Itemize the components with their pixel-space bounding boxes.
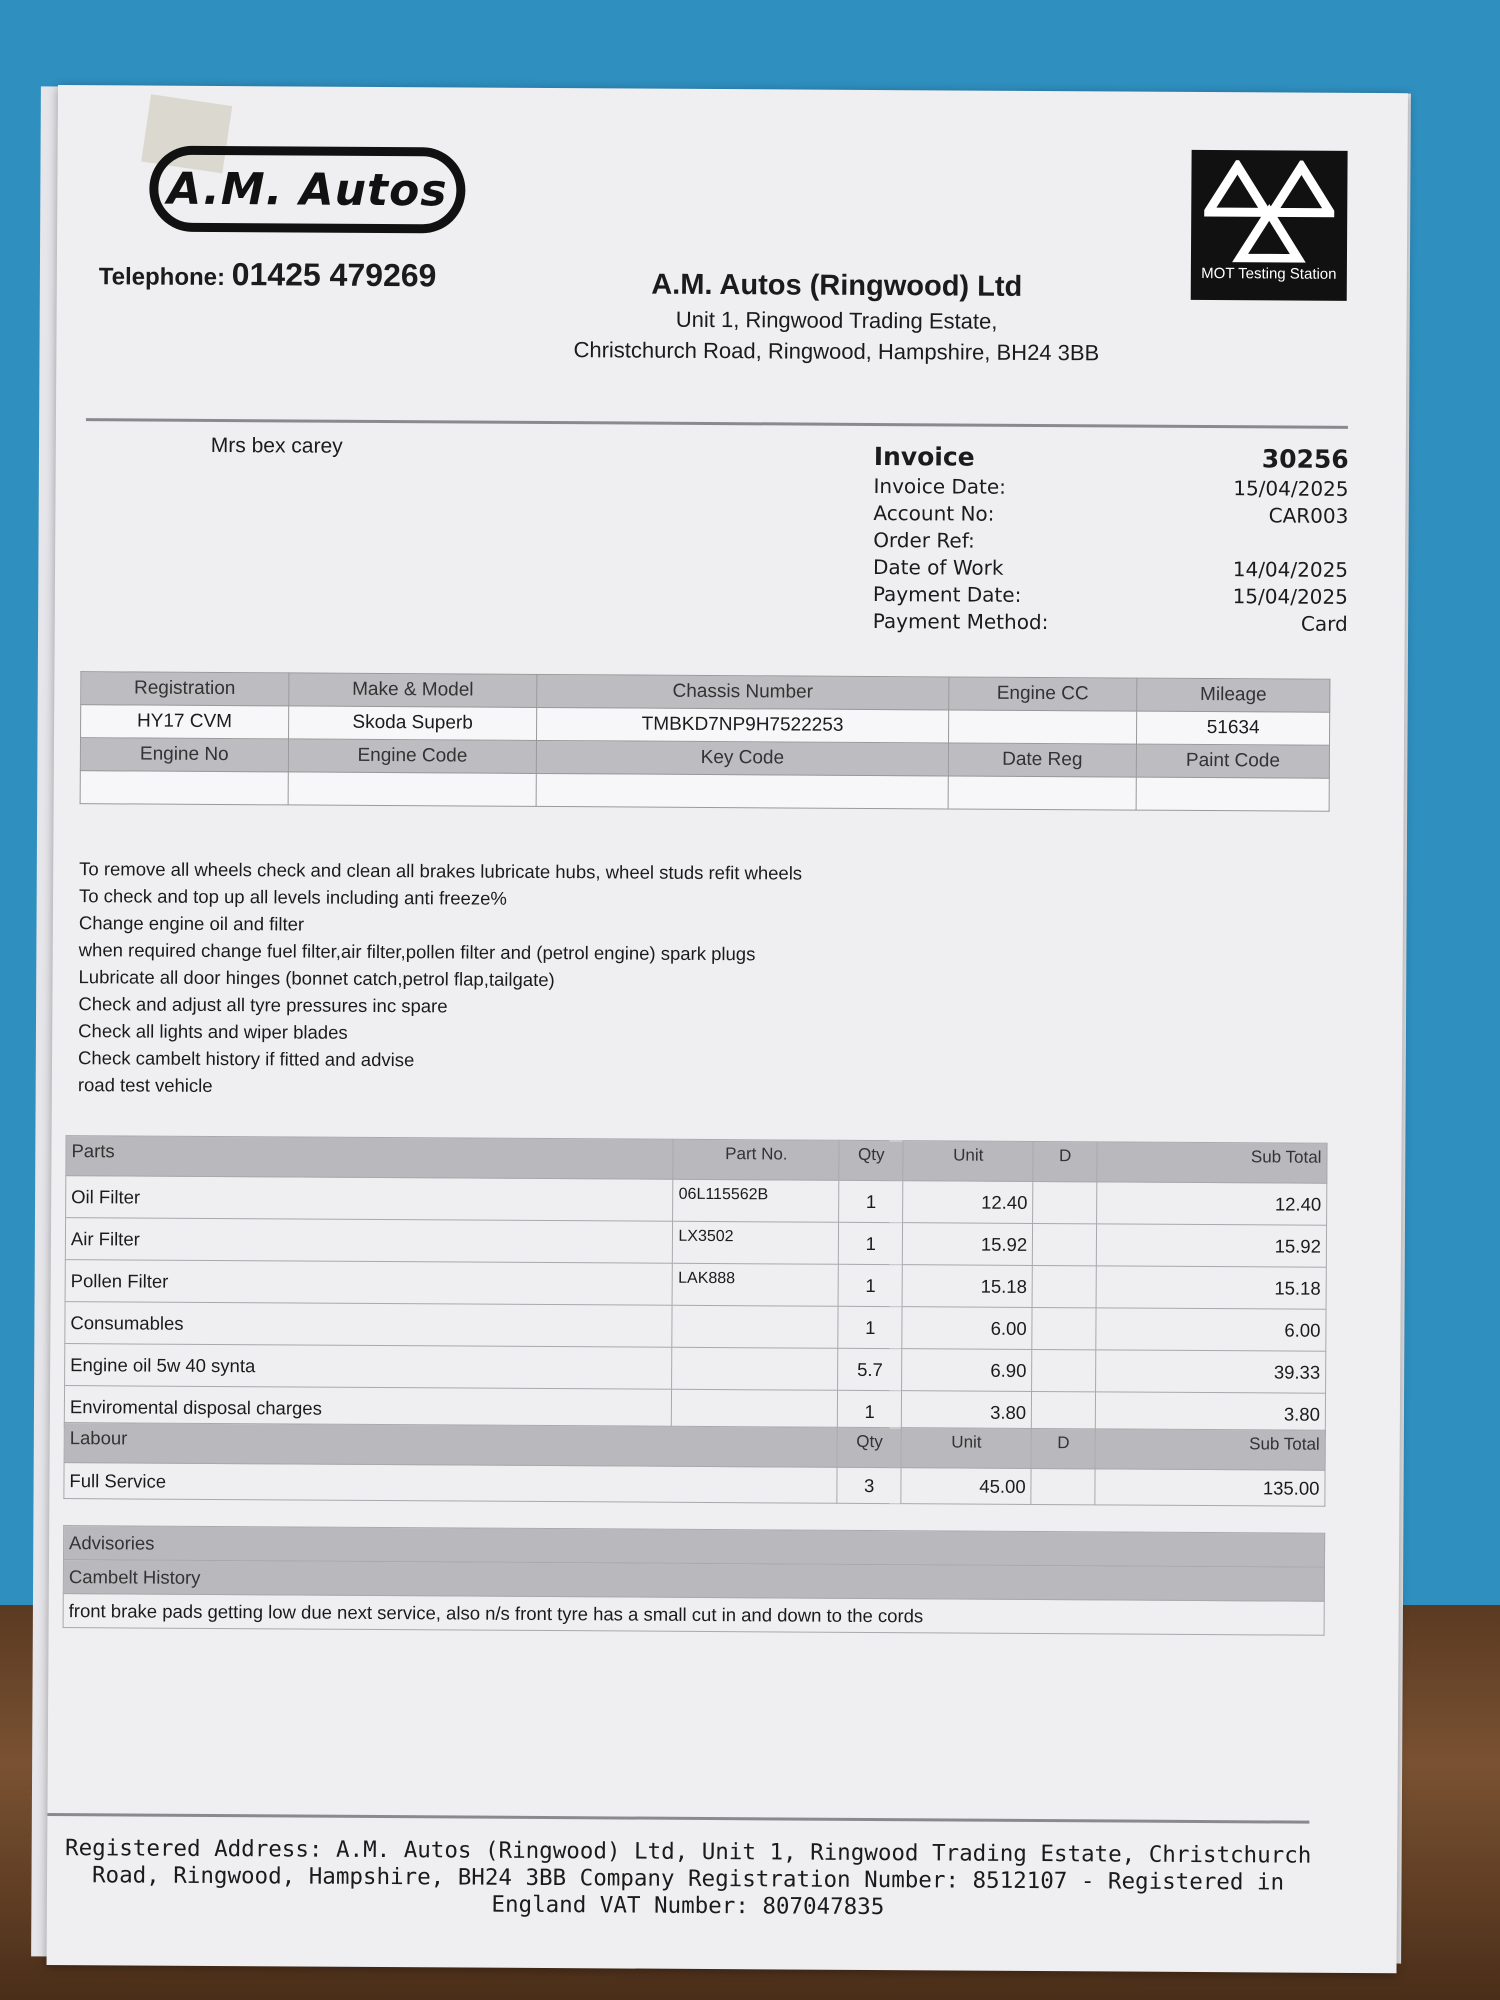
part-unit: 15.18 — [902, 1265, 1032, 1308]
company-address-line1: Unit 1, Ringwood Trading Estate, — [675, 306, 998, 334]
labour-qty: 3 — [837, 1467, 901, 1503]
labour-col-unit: Unit — [901, 1428, 1031, 1469]
part-number: 06L115562B — [673, 1179, 839, 1222]
company-block — [396, 267, 1277, 367]
vehicle-value-cell — [948, 776, 1137, 810]
vehicle-value-cell: Skoda Superb — [288, 706, 537, 741]
part-desc: Engine oil 5w 40 synta — [65, 1344, 673, 1390]
instruction-line: when required change fuel filter,air filter,pollen filter and (petrol engine) spark plugs — [78, 939, 756, 965]
vehicle-header-cell: Engine Code — [288, 739, 537, 774]
company-logo — [149, 146, 466, 234]
invoice-field-label: Date of Work — [872, 554, 1004, 580]
labour-title: Labour — [64, 1423, 838, 1468]
part-qty: 1 — [838, 1264, 902, 1306]
footer-line: Road, Ringwood, Hampshire, BH24 3BB Company Registration Number: 8512107 - Registered in — [91, 1862, 1285, 1896]
invoice-field-label: Payment Date: — [872, 581, 1022, 607]
labour-col-qty: Qty — [837, 1427, 901, 1467]
vehicle-value-cell — [948, 710, 1137, 744]
part-number: LAK888 — [672, 1263, 838, 1306]
telephone-number: 01425 479269 — [231, 256, 437, 294]
advisory-item: front brake pads getting low due next service, also n/s front tyre has a small cut in and down to the cords — [63, 1594, 1324, 1636]
part-qty: 5.7 — [838, 1348, 902, 1390]
invoice-field-label: Order Ref: — [873, 527, 975, 553]
footer-line: Registered Address: A.M. Autos (Ringwood) Ltd, Unit 1, Ringwood Trading Estate, Christchurch — [65, 1835, 1312, 1869]
parts-col-d: D — [1033, 1141, 1097, 1181]
advisory-item: Cambelt History — [63, 1560, 1324, 1602]
part-desc: Enviromental disposal charges — [64, 1386, 672, 1432]
part-number: LX3502 — [673, 1221, 839, 1264]
invoice-field-label: Invoice Date: — [873, 473, 1007, 499]
part-subtotal: 39.33 — [1096, 1350, 1326, 1393]
part-unit: 3.80 — [902, 1391, 1032, 1434]
part-d — [1032, 1307, 1096, 1349]
footer-line: England VAT Number: 807047835 — [491, 1891, 885, 1921]
labour-unit: 45.00 — [901, 1468, 1031, 1505]
part-number — [672, 1347, 838, 1390]
vehicle-value-cell: 51634 — [1137, 711, 1330, 745]
labour-table — [63, 1422, 1325, 1507]
vehicle-header-cell: Make & Model — [288, 673, 537, 708]
mot-label: MOT Testing Station — [1201, 264, 1337, 283]
labour-desc: Full Service — [64, 1463, 838, 1504]
part-desc: Air Filter — [65, 1218, 673, 1264]
invoice-field-row — [873, 527, 1348, 557]
labour-col-d: D — [1031, 1428, 1095, 1468]
footer-divider — [47, 1813, 1309, 1824]
labour-col-subtotal: Sub Total — [1095, 1429, 1325, 1470]
instruction-line: Lubricate all door hinges (bonnet catch,petrol flap,tailgate) — [78, 966, 555, 991]
part-unit: 15.92 — [903, 1223, 1033, 1266]
parts-col-qty: Qty — [839, 1140, 903, 1180]
vehicle-header-cell: Mileage — [1137, 678, 1330, 712]
vehicle-table — [80, 671, 1331, 812]
part-unit: 6.90 — [902, 1349, 1032, 1392]
part-unit: 6.00 — [902, 1307, 1032, 1350]
part-d — [1033, 1223, 1097, 1265]
company-address-line2: Christchurch Road, Ringwood, Hampshire, BH24 3BB — [573, 337, 1100, 366]
part-qty: 1 — [839, 1180, 903, 1222]
vehicle-header-cell: Date Reg — [948, 743, 1137, 777]
invoice-number: 30256 — [1261, 444, 1349, 474]
vehicle-value-cell: HY17 CVM — [81, 705, 289, 739]
advisories-table — [63, 1525, 1326, 1636]
advisory-row — [63, 1594, 1324, 1636]
part-d — [1032, 1349, 1096, 1391]
vehicle-header-cell: Engine CC — [948, 677, 1137, 711]
parts-col-part-no: Part No. — [673, 1139, 839, 1180]
invoice-heading-row — [874, 440, 1349, 476]
part-desc: Consumables — [65, 1302, 673, 1348]
parts-col-subtotal: Sub Total — [1097, 1142, 1327, 1183]
part-subtotal: 6.00 — [1096, 1308, 1326, 1351]
vehicle-header-cell: Engine No — [80, 738, 288, 772]
part-d — [1033, 1181, 1097, 1223]
invoice-field-value: CAR003 — [1268, 503, 1349, 528]
vehicle-header-cell: Paint Code — [1136, 744, 1329, 778]
invoice-field-value: 14/04/2025 — [1232, 557, 1349, 582]
part-unit: 12.40 — [903, 1181, 1033, 1224]
table-row — [64, 1463, 1325, 1507]
parts-title: Parts — [66, 1136, 674, 1180]
invoice-field-value: 15/04/2025 — [1232, 584, 1348, 609]
advisories-title: Advisories — [63, 1526, 1324, 1568]
invoice-field-row — [873, 554, 1348, 584]
logo-text: A.M. Autos — [167, 163, 448, 216]
invoice-field-value: Card — [1300, 611, 1348, 636]
invoice-field-label: Account No: — [873, 500, 995, 526]
invoice-details — [873, 440, 1349, 638]
part-desc: Pollen Filter — [65, 1260, 673, 1306]
instruction-line: To remove all wheels check and clean all brakes lubricate hubs, wheel studs refit wheels — [79, 858, 803, 884]
registered-address-footer — [57, 1835, 1319, 1924]
invoice-field-row — [873, 473, 1348, 503]
part-qty: 1 — [838, 1390, 902, 1432]
part-subtotal: 15.18 — [1096, 1266, 1326, 1309]
vehicle-value-cell — [1136, 777, 1329, 811]
instruction-line: Check all lights and wiper blades — [78, 1020, 348, 1043]
vehicle-header-cell: Chassis Number — [537, 674, 949, 710]
vehicle-header-cell: Registration — [81, 672, 289, 706]
vehicle-value-cell — [288, 772, 537, 807]
invoice-field-row — [873, 608, 1348, 638]
instruction-line: Check and adjust all tyre pressures inc spare — [78, 993, 448, 1017]
invoice-field-value: 15/04/2025 — [1233, 476, 1349, 501]
vehicle-value-cell — [536, 773, 948, 809]
vehicle-value-cell: TMBKD7NP9H7522253 — [537, 707, 949, 743]
part-qty: 1 — [839, 1222, 903, 1264]
parts-col-unit: Unit — [903, 1141, 1033, 1182]
part-desc: Oil Filter — [66, 1176, 674, 1222]
invoice-field-row — [873, 500, 1348, 530]
vehicle-value-row — [80, 771, 1329, 812]
company-name: A.M. Autos (Ringwood) Ltd — [651, 268, 1023, 303]
part-qty: 1 — [838, 1306, 902, 1348]
telephone — [99, 255, 437, 294]
vehicle-value-cell — [80, 771, 288, 805]
header-divider — [86, 418, 1348, 429]
mot-triangles-icon — [1204, 160, 1335, 263]
customer-name: Mrs bex carey — [210, 433, 343, 458]
labour-subtotal: 135.00 — [1095, 1469, 1325, 1506]
mot-badge — [1191, 150, 1348, 301]
vehicle-header-cell: Key Code — [537, 740, 949, 776]
telephone-label: Telephone: — [98, 263, 226, 292]
instruction-line: Change engine oil and filter — [78, 912, 305, 935]
part-subtotal: 15.92 — [1096, 1224, 1326, 1267]
part-number — [672, 1305, 838, 1348]
invoice-field-row — [873, 581, 1348, 611]
parts-table — [64, 1135, 1328, 1436]
instruction-line: road test vehicle — [77, 1074, 213, 1096]
invoice-title: Invoice — [873, 441, 975, 472]
instruction-line: To check and top up all levels including anti freeze% — [78, 885, 507, 909]
part-d — [1032, 1265, 1096, 1307]
invoice-document — [47, 85, 1408, 1973]
invoice-field-label: Payment Method: — [872, 608, 1049, 635]
work-instructions — [78, 855, 802, 1102]
part-subtotal: 3.80 — [1095, 1392, 1325, 1435]
instruction-line: Check cambelt history if fitted and advise — [77, 1047, 415, 1071]
part-subtotal: 12.40 — [1097, 1182, 1327, 1225]
labour-d — [1031, 1468, 1095, 1504]
